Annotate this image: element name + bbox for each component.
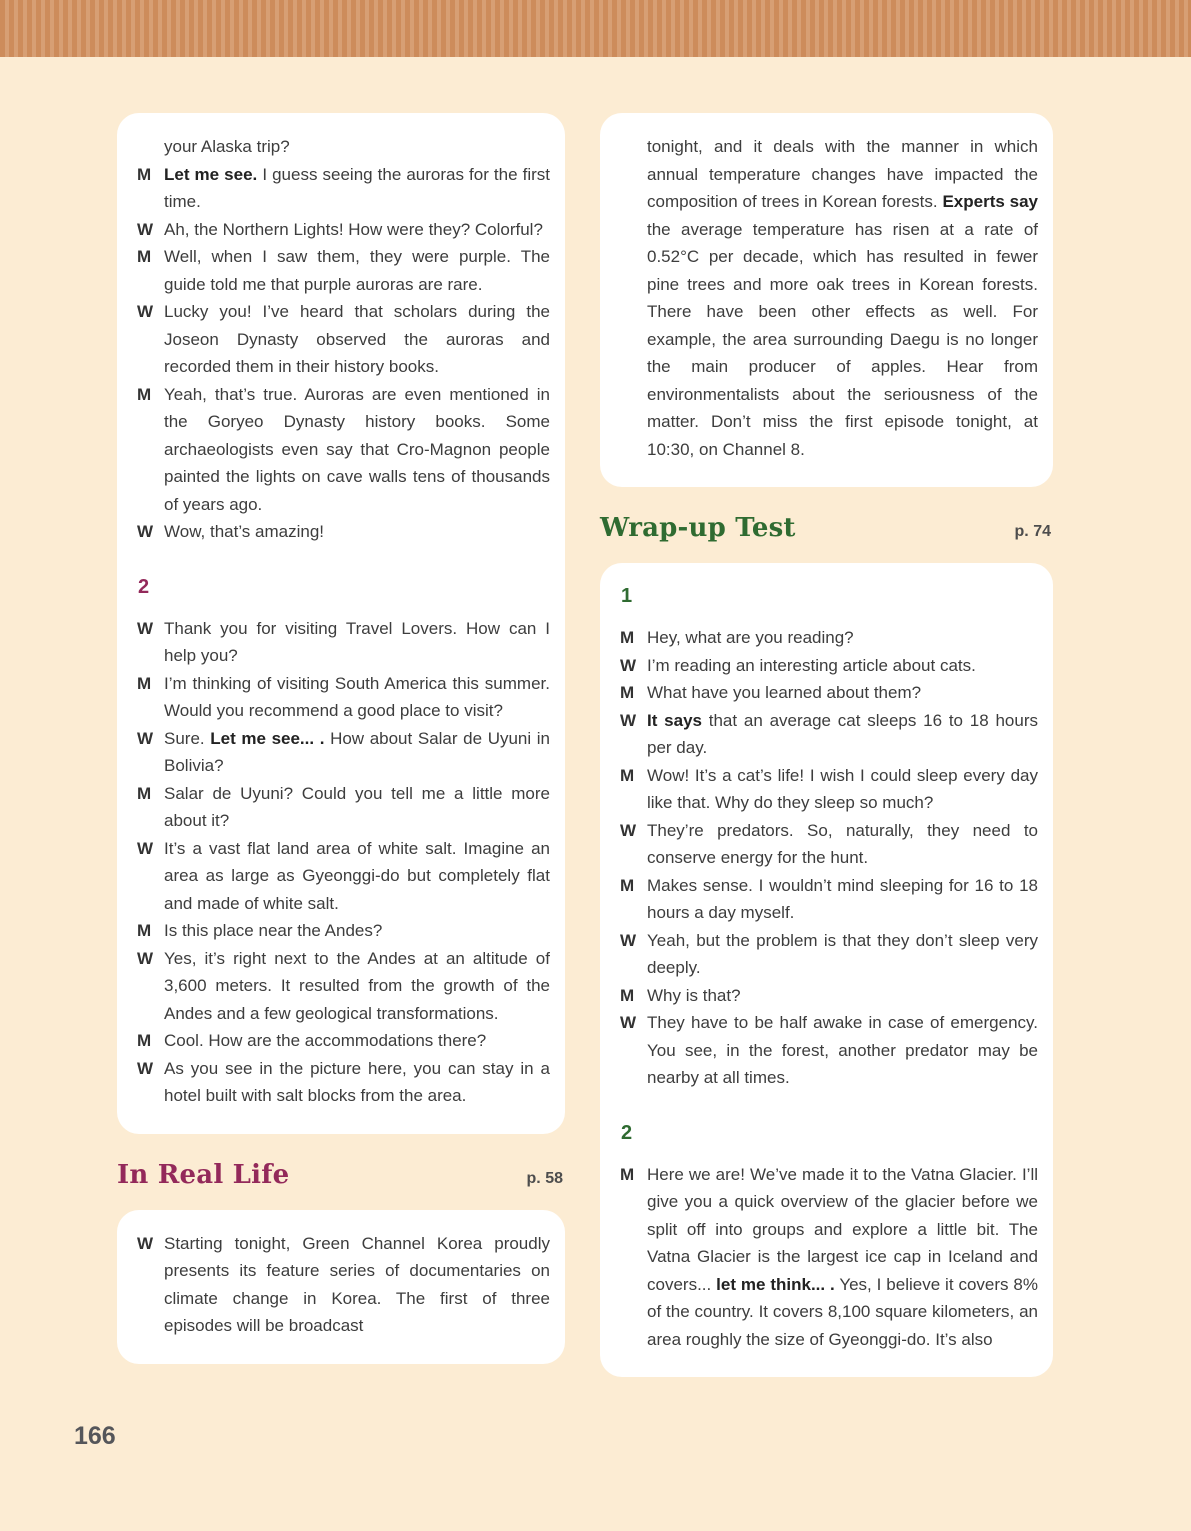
dialogue-text — [647, 628, 854, 647]
speaker-label: M — [137, 384, 152, 404]
dialogue-text — [164, 302, 550, 376]
dialogue-text — [164, 137, 290, 156]
section-heading — [117, 1160, 563, 1190]
dialogue-line — [137, 725, 550, 780]
plain-text: Yes, I believe it covers 8% of the country. It covers 8,100 square kilometers, an area roughly the size of Gyeonggi-do. It’s also — [647, 1274, 1038, 1349]
speaker-label: M — [137, 164, 152, 184]
dialogue-text — [164, 839, 550, 913]
emphasis-text: Experts say — [942, 192, 1039, 211]
script-box — [117, 113, 565, 1134]
dialogue-text — [647, 986, 741, 1005]
dialogue-line — [620, 982, 1038, 1010]
dialogue-text — [647, 137, 1038, 459]
speaker-label: W — [137, 302, 154, 321]
dialogue-line — [137, 615, 550, 670]
script-box — [600, 113, 1053, 487]
dialogue-line — [137, 1055, 550, 1110]
plain-text: Well, when I saw them, they were purple. The guide told me that purple auroras are rare. — [164, 247, 550, 294]
dialogue-line — [620, 927, 1038, 982]
dialogue-line — [620, 652, 1038, 680]
dialogue-line — [620, 707, 1038, 762]
dialogue-line — [137, 133, 550, 161]
dialogue-line — [137, 1027, 550, 1055]
section-title: In Real Life — [117, 1159, 290, 1190]
speaker-label: W — [137, 1233, 154, 1253]
section-title: Wrap-up Test — [600, 513, 796, 543]
dialogue-line — [620, 133, 1038, 463]
dialogue-text — [164, 1234, 550, 1336]
dialogue-text — [164, 220, 543, 239]
left-column — [117, 113, 565, 1364]
dialogue-line — [137, 780, 550, 835]
dialogue-text — [647, 931, 1038, 978]
speaker-label: W — [620, 930, 637, 950]
dialogue-text — [164, 674, 550, 721]
dialogue-line — [137, 945, 550, 1028]
dialogue-text — [164, 247, 550, 294]
plain-text: Makes sense. I wouldn’t mind sleeping for 16 to 18 hours a day myself. — [647, 875, 1038, 922]
plain-text: I’m thinking of visiting South America this summer. Would you recommend a good place to visit? — [164, 673, 550, 720]
page-content — [117, 113, 1056, 1377]
plain-text: Is this place near the Andes? — [164, 921, 383, 940]
plain-text: How about Salar de Uyuni in Bolivia? — [164, 728, 551, 775]
speaker-label: W — [137, 219, 154, 239]
plain-text: They’re predators. So, naturally, they need to conserve energy for the hunt. — [647, 820, 1038, 867]
plain-text: your Alaska trip? — [164, 137, 290, 156]
speaker-label: M — [137, 783, 152, 803]
dialogue-text — [164, 921, 382, 940]
plain-text: Cool. How are the accommodations there? — [164, 1031, 487, 1050]
emphasis-text: Let me see. — [164, 164, 258, 184]
plain-text: Salar de Uyuni? Could you tell me a little more about it? — [164, 783, 550, 830]
script-box — [600, 563, 1053, 1377]
emphasis-text: let me think... . — [716, 1274, 835, 1294]
speaker-label: M — [620, 875, 635, 895]
dialogue-line — [620, 1161, 1038, 1354]
plain-text: Starting tonight, Green Channel Korea proudly presents its feature series of documentaries on climate change in Korea. The first of three episodes will be broadcast — [164, 1233, 550, 1335]
plain-text: Wow, that’s amazing! — [164, 522, 325, 541]
dialogue-line — [137, 298, 550, 381]
plain-text: Thank you for visiting Travel Lovers. How can I help you? — [164, 618, 550, 665]
dialogue-line — [137, 917, 550, 945]
dialogue-text — [164, 949, 550, 1023]
dialogue-line — [620, 817, 1038, 872]
speaker-label: M — [620, 985, 635, 1005]
plain-text: tonight, and it deals with the manner in which annual temperature changes have impacted the composition of trees in Korean forests. — [647, 137, 1038, 211]
dialogue-line — [137, 1230, 550, 1340]
speaker-label: M — [137, 921, 152, 940]
dialogue-text — [647, 683, 921, 702]
page-number: 166 — [74, 1422, 116, 1450]
speaker-label: W — [620, 820, 637, 840]
dialogue-text — [647, 876, 1038, 923]
speaker-label: M — [137, 247, 152, 266]
dialogue-line — [137, 381, 550, 519]
plain-text: What have you learned about them? — [647, 683, 922, 702]
plain-text: the average temperature has risen at a rate of 0.52°C per decade, which has resulted in fewer pine trees and more oak trees in Korean forests. There have been other effects as well. For example, the area surrounding Daegu is no longer the main producer of apples. Hear from environmentalists about the seriousness of the matter. Don’t miss the first episode tonight, at 10:30, on Channel 8. — [647, 219, 1038, 459]
dialogue-text — [164, 784, 550, 831]
speaker-label: W — [620, 1013, 637, 1032]
dialogue-line — [137, 243, 550, 298]
speaker-label: M — [620, 1164, 635, 1184]
question-number: 2 — [138, 575, 150, 598]
top-stripe-band — [0, 0, 1191, 57]
dialogue-text — [647, 1165, 1038, 1349]
speaker-label: M — [620, 683, 635, 702]
right-column — [600, 113, 1053, 1377]
script-box — [117, 1210, 565, 1364]
plain-text: Yeah, that’s true. Auroras are even mentioned in the Goryeo Dynasty history books. Some archaeologists even say that Cro-Magnon people painted the lights on cave walls tens of thousands of years ago. — [164, 384, 550, 514]
dialogue-text — [164, 619, 550, 666]
plain-text: They have to be half awake in case of emergency. You see, in the forest, another predator may be nearby at all times. — [647, 1013, 1038, 1087]
plain-text: Yes, it’s right next to the Andes at an altitude of 3,600 meters. It resulted from the growth of the Andes and a few geological transformations. — [164, 948, 550, 1023]
page-reference: p. 58 — [526, 1169, 563, 1187]
page-reference: p. 74 — [1014, 523, 1051, 540]
dialogue-line — [620, 762, 1038, 817]
plain-text: Why is that? — [647, 985, 741, 1005]
speaker-label: W — [137, 1058, 154, 1078]
plain-text: Wow! It’s a cat’s life! I wish I could sleep every day like that. Why do they sleep so much? — [647, 765, 1038, 812]
dialogue-line — [137, 518, 550, 546]
dialogue-text — [164, 522, 324, 541]
plain-text: Here we are! We’ve made it to the Vatna Glacier. I’ll give you a quick overview of the glacier before we split off into groups and explore a little bit. The Vatna Glacier is the largest ice cap in Iceland and covers... — [647, 1164, 1038, 1294]
dialogue-line — [137, 216, 550, 244]
speaker-label: W — [620, 710, 637, 730]
speaker-label: W — [137, 948, 154, 968]
dialogue-text — [164, 385, 550, 514]
dialogue-line — [620, 1009, 1038, 1092]
speaker-label: W — [137, 618, 154, 638]
emphasis-text: It says — [647, 710, 702, 730]
dialogue-line — [620, 872, 1038, 927]
dialogue-line — [137, 835, 550, 918]
speaker-label: W — [137, 838, 154, 858]
dialogue-line — [137, 670, 550, 725]
speaker-label: M — [137, 673, 152, 693]
plain-text: Ah, the Northern Lights! How were they? Colorful? — [164, 219, 543, 239]
dialogue-text — [164, 1059, 550, 1106]
dialogue-text — [647, 656, 976, 675]
dialogue-text — [164, 165, 550, 212]
dialogue-text — [647, 711, 1038, 758]
dialogue-text — [647, 821, 1038, 868]
plain-text: Hey, what are you reading? — [647, 628, 854, 647]
dialogue-text — [647, 1013, 1038, 1087]
dialogue-text — [164, 729, 550, 776]
plain-text: Lucky you! I’ve heard that scholars during the Joseon Dynasty observed the auroras and recorded them in their history books. — [164, 302, 550, 376]
plain-text: It’s a vast flat land area of white salt. Imagine an area as large as Gyeonggi-do but completely flat and made of white salt. — [164, 838, 550, 913]
speaker-label: W — [137, 522, 154, 541]
section-heading — [600, 513, 1051, 543]
question-number: 1 — [621, 585, 633, 607]
dialogue-text — [647, 766, 1038, 813]
plain-text: I guess seeing the auroras for the first time. — [164, 164, 550, 211]
speaker-label: M — [620, 765, 635, 785]
plain-text: Yeah, but the problem is that they don’t sleep very deeply. — [647, 930, 1038, 977]
speaker-label: M — [137, 1031, 152, 1050]
plain-text: As you see in the picture here, you can stay in a hotel built with salt blocks from the area. — [164, 1058, 550, 1105]
plain-text: Sure. — [164, 728, 211, 748]
dialogue-line — [620, 624, 1038, 652]
plain-text: that an average cat sleeps 16 to 18 hours per day. — [647, 710, 1038, 757]
speaker-label: W — [137, 728, 154, 748]
dialogue-line — [620, 679, 1038, 707]
question-number: 2 — [621, 1121, 633, 1144]
speaker-label: W — [620, 655, 637, 675]
speaker-label: M — [620, 628, 635, 647]
plain-text: I’m reading an interesting article about cats. — [647, 655, 976, 675]
emphasis-text: Let me see... . — [210, 728, 325, 748]
dialogue-line — [137, 161, 550, 216]
dialogue-text — [164, 1031, 486, 1050]
